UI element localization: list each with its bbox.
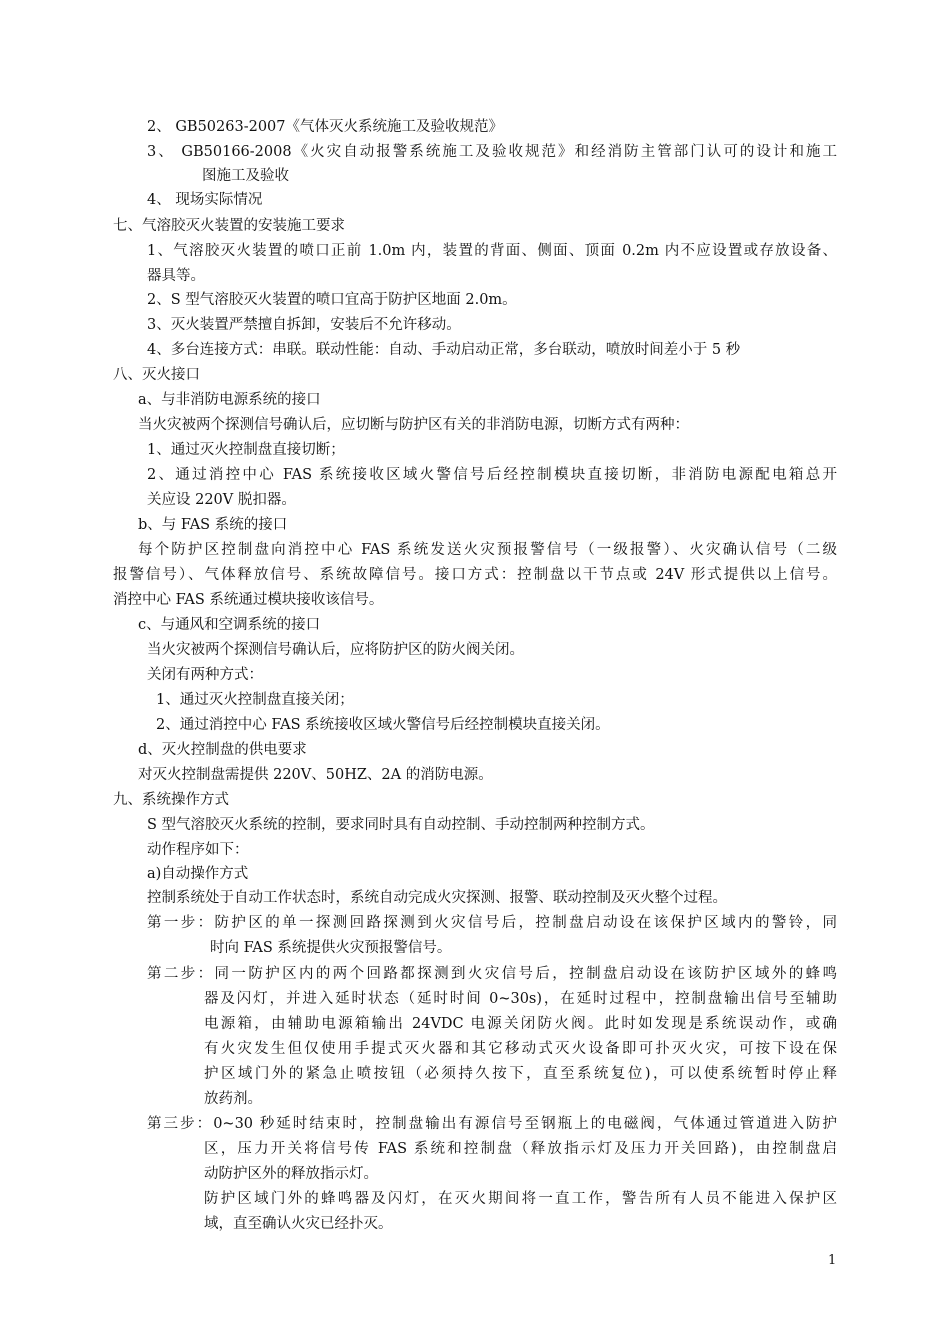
step-line: 器及闪灯，并进入延时状态（延时时间 0~30s)，在延时过程中，控制盘输出信号至辅助 — [204, 991, 837, 1007]
reference-item-continuation: 图施工及验收 — [202, 168, 289, 184]
paragraph-line: 关闭有两种方式： — [147, 667, 263, 683]
list-item: 4、多台连接方式：串联。联动性能：自动、手动启动正常，多台联动，喷放时间差小于 5 秒 — [147, 342, 741, 358]
step-line: 电源箱，由辅助电源箱输出 24VDC 电源关闭防火阀。此时如发现是系统误动作，或确 — [204, 1016, 837, 1032]
step-line: 第二步：同一防护区内的两个回路都探测到火灾信号后，控制盘启动设在该防护区域外的蜂鸣 — [147, 966, 837, 982]
step-line: 放药剂。 — [204, 1091, 262, 1107]
subsection-heading: b、与 FAS 系统的接口 — [138, 517, 288, 533]
reference-item: 2、 GB50263-2007《气体灭火系统施工及验收规范》 — [147, 119, 503, 135]
step-line: 动防护区外的释放指示灯。 — [204, 1166, 378, 1182]
step-line: 护区域门外的紧急止喷按钮（必须持久按下，直至系统复位)，可以使系统暂时停止释 — [204, 1066, 837, 1082]
subsection-heading: d、灭火控制盘的供电要求 — [138, 742, 307, 758]
reference-item: 4、 现场实际情况 — [147, 192, 263, 208]
paragraph-line: S 型气溶胶灭火系统的控制，要求同时具有自动控制、手动控制两种控制方式。 — [147, 817, 655, 833]
step-line: 防护区域门外的蜂鸣器及闪灯，在灭火期间将一直工作，警告所有人员不能进入保护区 — [204, 1191, 837, 1207]
step-line: 域，直至确认火灾已经扑灭。 — [204, 1216, 393, 1232]
subsection-heading: a、与非消防电源系统的接口 — [138, 392, 321, 408]
section-heading: 九、系统操作方式 — [113, 792, 229, 808]
paragraph-line: 每个防护区控制盘向消控中心 FAS 系统发送火灾预报警信号（一级报警）、火灾确认信号（二级 — [138, 542, 837, 558]
list-item: 1、通过灭火控制盘直接关闭； — [156, 692, 354, 708]
step-line: 第一步：防护区的单一探测回路探测到火灾信号后，控制盘启动设在该保护区域内的警铃，同 — [147, 915, 837, 931]
paragraph-line: 器具等。 — [147, 268, 205, 284]
paragraph-line: 1、气溶胶灭火装置的喷口正前 1.0m 内，装置的背面、侧面、顶面 0.2m 内不应设置或存放设备、 — [147, 243, 837, 259]
list-item-continuation: 关应设 220V 脱扣器。 — [147, 492, 296, 508]
paragraph-line: 控制系统处于自动工作状态时，系统自动完成火灾探测、报警、联动控制及灭火整个过程。 — [147, 890, 727, 906]
step-line: 有火灾发生但仅使用手提式灭火器和其它移动式灭火设备即可扑灭火灾，可按下设在保 — [204, 1041, 837, 1057]
paragraph-line: 当火灾被两个探测信号确认后，应切断与防护区有关的非消防电源，切断方式有两种： — [138, 417, 689, 433]
section-heading: 七、气溶胶灭火装置的安装施工要求 — [113, 218, 345, 234]
list-item: 2、S 型气溶胶灭火装置的喷口宜高于防护区地面 2.0m。 — [147, 292, 517, 308]
page-number: 1 — [828, 1253, 837, 1268]
paragraph-line: 报警信号）、气体释放信号、系统故障信号。接口方式：控制盘以干节点或 24V 形式提供以上信号。 — [113, 567, 837, 583]
paragraph-line: 对灭火控制盘需提供 220V、50HZ、2A 的消防电源。 — [138, 767, 493, 783]
list-item: 2、通过消控中心 FAS 系统接收区域火警信号后经控制模块直接切断，非消防电源配电箱总开 — [147, 467, 837, 483]
step-line: 时向 FAS 系统提供火灾预报警信号。 — [210, 940, 452, 956]
step-line: 区，压力开关将信号传 FAS 系统和控制盘（释放指示灯及压力开关回路)，由控制盘启 — [204, 1141, 837, 1157]
paragraph-line: 消控中心 FAS 系统通过模块接收该信号。 — [113, 592, 384, 608]
reference-item: 3、 GB50166-2008《火灾自动报警系统施工及验收规范》和经消防主管部门认可的设计和施工 — [147, 144, 837, 160]
subsection-heading: a)自动操作方式 — [147, 866, 249, 882]
paragraph-line: 动作程序如下： — [147, 842, 249, 858]
step-line: 第三步：0~30 秒延时结束时，控制盘输出有源信号至钢瓶上的电磁阀，气体通过管道进入防护 — [147, 1116, 837, 1132]
list-item: 1、通过灭火控制盘直接切断； — [147, 442, 345, 458]
list-item: 3、灭火装置严禁擅自拆卸，安装后不允许移动。 — [147, 317, 461, 333]
section-heading: 八、灭火接口 — [113, 367, 200, 383]
list-item: 2、通过消控中心 FAS 系统接收区域火警信号后经控制模块直接关闭。 — [156, 717, 610, 733]
paragraph-line: 当火灾被两个探测信号确认后，应将防护区的防火阀关闭。 — [147, 642, 524, 658]
subsection-heading: c、与通风和空调系统的接口 — [138, 617, 321, 633]
